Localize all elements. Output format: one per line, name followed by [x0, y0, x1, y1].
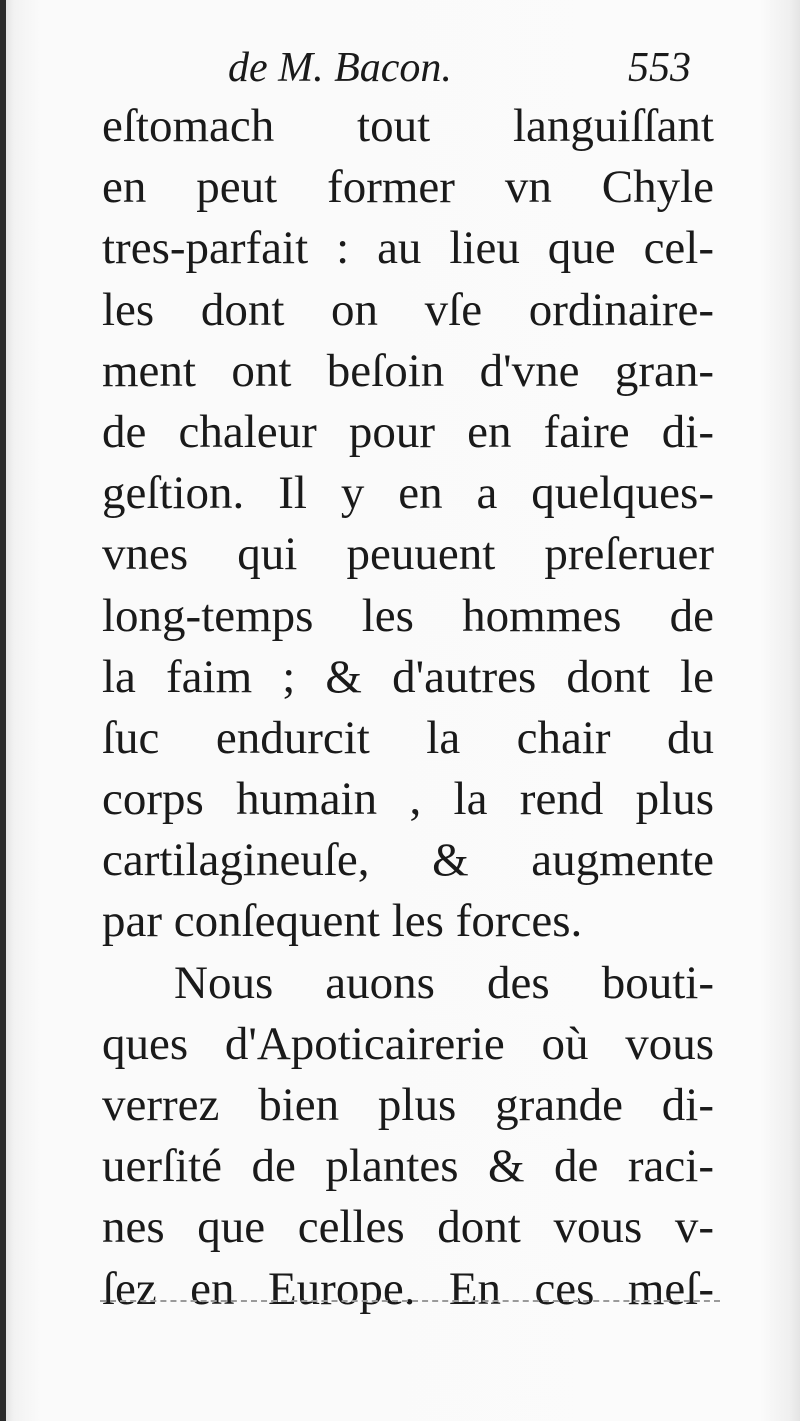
page-edge-shadow	[0, 0, 6, 1421]
text-line: les dont on vſe ordinaire-	[102, 283, 714, 336]
body-text	[102, 96, 714, 1320]
page-number: 553	[628, 45, 691, 91]
text-line: verrez bien plus grande di-	[102, 1079, 714, 1131]
text-line: nes que celles dont vous v-	[102, 1201, 714, 1254]
running-head: de M. Bacon.	[228, 45, 452, 91]
text-line: uerſité de plantes & de raci-	[102, 1140, 714, 1193]
text-line: tres-parfait : au lieu que cel-	[102, 222, 714, 275]
text-line: de chaleur pour en faire di-	[102, 405, 714, 458]
text-line: ſuc endurcit la chair du	[102, 711, 714, 764]
text-line: en peut former vn Chyle	[102, 161, 714, 214]
text-line: la faim ; & d'autres dont le	[102, 650, 714, 703]
text-line: corps humain , la rend plus	[102, 773, 714, 826]
text-line: par conſequent les forces.	[102, 895, 583, 948]
text-line-paragraph-start: Nous auons des bouti-	[174, 956, 714, 1009]
text-line: cartilagineuſe, & augmente	[102, 834, 714, 887]
text-line: ſez en Europe. En ces meſ-	[102, 1262, 714, 1315]
text-line: ment ont beſoin d'vne gran-	[102, 344, 714, 397]
text-line: eſtomach tout languiſſant	[102, 100, 714, 152]
page-rule	[100, 1300, 720, 1302]
text-line: vnes qui peuuent preſeruer	[102, 528, 714, 581]
page-header	[0, 36, 800, 100]
text-line: geſtion. Il y en a quelques-	[102, 467, 714, 520]
text-line: long-temps les hommes de	[102, 589, 714, 642]
text-line: ques d'Apoticairerie où vous	[102, 1017, 714, 1070]
